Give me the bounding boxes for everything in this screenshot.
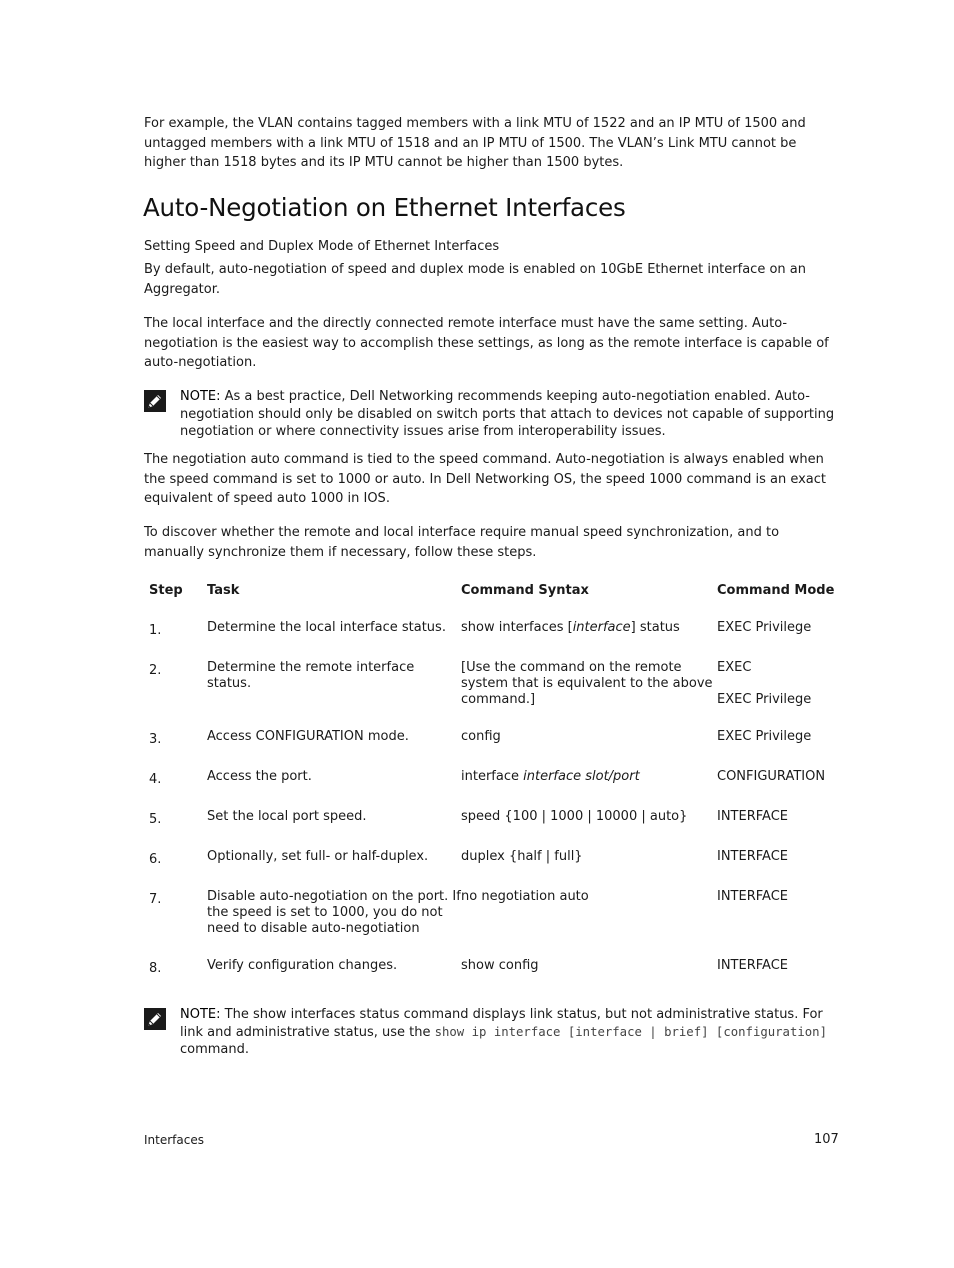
mode-text: EXEC <box>717 660 752 675</box>
step-cell <box>144 943 207 983</box>
syntax-text: speed {100 | 1000 | 10000 | auto} <box>461 809 688 824</box>
paragraph-local-remote: The local interface and the directly connected remote interface must have the same setting. Auto-negotiation is the easiest way to accomplish these settings, as long as the remote interface is capable of auto-negotiation. <box>144 316 829 370</box>
step-number: 8. <box>149 961 162 976</box>
footer-page-number: 107 <box>814 1132 839 1147</box>
syntax-text: [Use the command on the remote system that is equivalent to the above command.] <box>461 660 713 707</box>
subheading: Setting Speed and Duplex Mode of Ethernet Interfaces <box>144 239 500 254</box>
syntax-cell <box>461 834 717 874</box>
syntax-cell <box>461 874 717 943</box>
table-header-row <box>144 580 847 605</box>
header-mode: Command Mode <box>717 583 835 598</box>
table-row <box>144 874 847 943</box>
note-label: NOTE: <box>180 1007 221 1022</box>
task-cell <box>207 834 461 874</box>
table-row <box>144 754 847 794</box>
step-cell <box>144 714 207 754</box>
task-text: Access CONFIGURATION mode. <box>207 729 409 744</box>
step-cell <box>144 834 207 874</box>
step-number: 6. <box>149 852 162 867</box>
header-task: Task <box>207 583 240 598</box>
mode-cell <box>717 645 847 714</box>
mode-text: EXEC Privilege <box>717 620 812 635</box>
step-cell <box>144 754 207 794</box>
note-body: As a best practice, Dell Networking recommends keeping auto-negotiation enabled. Auto-negotiation should only be disabled on switch ports that attach to devices not capable of supporting negotiation or where connectivity issues arise from interoperability issues. <box>180 389 835 439</box>
syntax-text: interface <box>461 769 524 784</box>
syntax-argument: interface <box>572 620 631 635</box>
note-body-b: command. <box>180 1042 250 1057</box>
task-text: Disable auto-negotiation on the port. If the speed is set to 1000, you do not need to disable auto-negotiation <box>207 889 461 936</box>
mode-cell <box>717 714 847 754</box>
syntax-text: show config <box>461 958 539 973</box>
syntax-text: no negotiation auto <box>461 889 589 904</box>
note-label: NOTE: <box>180 389 221 404</box>
task-cell <box>207 794 461 834</box>
task-cell <box>207 754 461 794</box>
syntax-text: show interfaces [ <box>461 620 573 635</box>
task-cell <box>207 714 461 754</box>
syntax-cell <box>461 754 717 794</box>
header-syntax: Command Syntax <box>461 583 589 598</box>
note-show-interfaces <box>144 1006 836 1066</box>
paragraph-discover: To discover whether the remote and local interface require manual speed synchronization, and to manually synchronize them if necessary, follow these steps. <box>144 525 780 560</box>
step-cell <box>144 794 207 834</box>
task-text: Verify configuration changes. <box>207 958 398 973</box>
syntax-cell <box>461 605 717 645</box>
table-row <box>144 834 847 874</box>
task-text: Determine the local interface status. <box>207 620 446 635</box>
task-text: Optionally, set full- or half-duplex. <box>207 849 429 864</box>
mode-cell <box>717 874 847 943</box>
task-cell <box>207 874 461 943</box>
syntax-cell <box>461 645 717 714</box>
task-cell <box>207 645 461 714</box>
section-heading: Auto-Negotiation on Ethernet Interfaces <box>143 193 626 222</box>
task-cell <box>207 943 461 983</box>
mode-text: INTERFACE <box>717 849 788 864</box>
table-row <box>144 714 847 754</box>
step-number: 4. <box>149 772 162 787</box>
mode-text: CONFIGURATION <box>717 769 826 784</box>
footer-section: Interfaces <box>144 1133 204 1147</box>
mode-cell <box>717 834 847 874</box>
step-number: 1. <box>149 623 162 638</box>
syntax-argument: interface slot/port <box>523 769 640 784</box>
task-text: Determine the remote interface status. <box>207 660 415 691</box>
mode-text: INTERFACE <box>717 958 788 973</box>
task-text: Access the port. <box>207 769 312 784</box>
syntax-cell <box>461 794 717 834</box>
step-number: 2. <box>149 663 162 678</box>
step-cell <box>144 645 207 714</box>
steps-table <box>144 580 847 983</box>
mode-text-secondary: EXEC Privilege <box>717 692 812 707</box>
mode-text: INTERFACE <box>717 889 788 904</box>
mode-cell <box>717 943 847 983</box>
mode-text: INTERFACE <box>717 809 788 824</box>
header-step: Step <box>149 583 183 598</box>
syntax-cell <box>461 714 717 754</box>
note-pencil-icon <box>144 390 166 412</box>
mode-cell <box>717 794 847 834</box>
syntax-text: duplex {half | full} <box>461 849 583 864</box>
task-text: Set the local port speed. <box>207 809 367 824</box>
paragraph-default: By default, auto-negotiation of speed and duplex mode is enabled on 10GbE Ethernet interface on an Aggregator. <box>144 262 806 297</box>
intro-paragraph: For example, the VLAN contains tagged members with a link MTU of 1522 and an IP MTU of 1500 and untagged members with a link MTU of 1518 and an IP MTU of 1500. The VLAN’s Link MTU cannot be higher than 1518 bytes and its IP MTU cannot be higher than 1500 bytes. <box>144 116 806 170</box>
note-body-a: The show interfaces status command displays link status, but not administrative status. For link and administrative status, use the <box>180 1007 823 1040</box>
mode-cell <box>717 754 847 794</box>
note-text <box>180 388 840 441</box>
syntax-text-end: ] status <box>630 620 680 635</box>
mode-cell <box>717 605 847 645</box>
note-pencil-icon <box>144 1008 166 1030</box>
table-row <box>144 645 847 714</box>
step-number: 5. <box>149 812 162 827</box>
mode-text: EXEC Privilege <box>717 729 812 744</box>
table-row <box>144 943 847 983</box>
table-row <box>144 794 847 834</box>
syntax-cell <box>461 943 717 983</box>
paragraph-negotiation: The negotiation auto command is tied to the speed command. Auto-negotiation is always enabled when the speed command is set to 1000 or auto. In Dell Networking OS, the speed 1000 command is an exact equivalent of speed auto 1000 in IOS. <box>144 452 826 506</box>
step-cell <box>144 605 207 645</box>
step-number: 3. <box>149 732 162 747</box>
syntax-text: config <box>461 729 501 744</box>
note-code: show ip interface [interface | brief] [configuration] <box>434 1024 827 1039</box>
step-number: 7. <box>149 892 162 907</box>
step-cell <box>144 874 207 943</box>
note-text <box>180 1006 840 1059</box>
note-best-practice <box>144 388 836 444</box>
table-row <box>144 605 847 645</box>
task-cell <box>207 605 461 645</box>
